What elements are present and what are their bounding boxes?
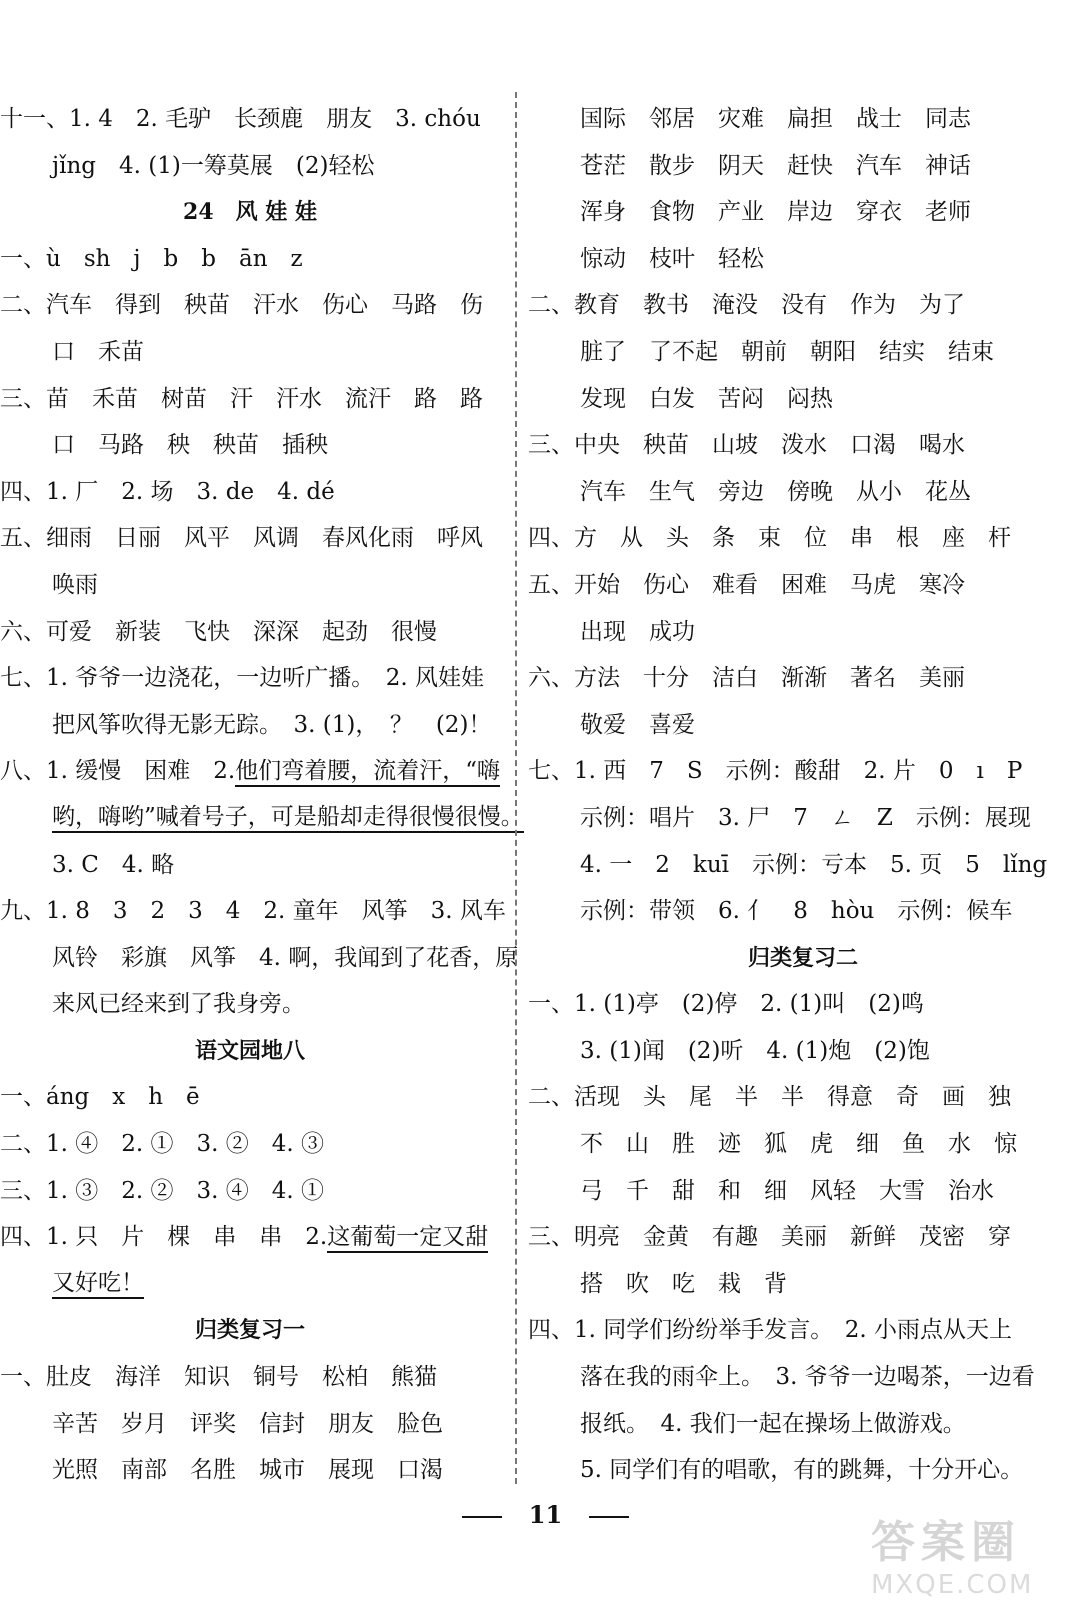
- line-text: 二、活现 头 尾 半 半 得意 奇 画 独: [528, 1084, 1011, 1111]
- line-text: 二、1. ④ 2. ① 3. ② 4. ③: [0, 1131, 325, 1158]
- line-text: 出现 成功: [580, 618, 695, 645]
- line-text: 3. C 4. 略: [52, 851, 175, 878]
- answer-line: [528, 515, 1078, 562]
- section-heading: [0, 189, 500, 236]
- footer-dash-right: [589, 1516, 629, 1518]
- line-text: 二、汽车 得到 秧苗 汗水 伤心 马路 伤: [0, 292, 483, 319]
- footer-dash-left: [462, 1516, 502, 1518]
- answer-line: [528, 888, 1078, 935]
- answer-line: [528, 748, 1078, 795]
- line-text: 光照 南部 名胜 城市 展现 口渴: [52, 1457, 443, 1484]
- answer-line: [0, 422, 500, 469]
- answer-line: [528, 1447, 1078, 1494]
- answer-line: [0, 96, 500, 143]
- line-text: 不 山 胜 迹 狐 虎 细 鱼 水 惊: [580, 1131, 1017, 1158]
- answer-line: [528, 609, 1078, 656]
- answer-line: [0, 888, 506, 935]
- answer-line: [0, 1074, 500, 1121]
- line-text: 三、苗 禾苗 树苗 汗 汗水 流汗 路 路: [0, 385, 483, 412]
- answer-line: [528, 795, 1078, 842]
- answer-line: [528, 236, 1078, 283]
- underlined-answer: 这葡萄一定又甜: [327, 1223, 488, 1253]
- answer-line: [0, 1354, 500, 1401]
- line-text: 5. 同学们有的唱歌，有的跳舞，十分开心。: [580, 1457, 1024, 1484]
- line-text: 口 马路 秧 秧苗 插秧: [52, 432, 328, 459]
- answer-line: [0, 282, 500, 329]
- answer-line: [528, 562, 1078, 609]
- answer-line: [528, 422, 1078, 469]
- column-divider: [515, 92, 517, 1484]
- answer-line: [0, 842, 500, 889]
- line-text: 六、可爱 新装 飞快 深深 起劲 很慢: [0, 618, 437, 645]
- answer-line: [0, 376, 500, 423]
- watermark-title: 答案圈: [871, 1517, 1021, 1568]
- line-text: 报纸。 4. 我们一起在操场上做游戏。: [580, 1410, 966, 1437]
- answer-line: [0, 236, 500, 283]
- answer-line: [528, 282, 1078, 329]
- line-text: 浑身 食物 产业 岸边 穿衣 老师: [580, 199, 971, 226]
- line-text: 示例：唱片 3. 尸 7 ㄥ Z 示例：展现: [580, 804, 1031, 831]
- section-heading: [0, 1307, 500, 1354]
- answer-line: [0, 1121, 500, 1168]
- answer-line: [0, 329, 500, 376]
- line-text: 七、1. 西 7 S 示例：酸甜 2. 片 0 ı P: [528, 758, 1023, 785]
- answer-line: [528, 842, 1078, 889]
- line-text: 一、1. (1)亭 (2)停 2. (1)叫 (2)鸣: [528, 991, 924, 1018]
- answer-line: [528, 1354, 1078, 1401]
- right-column: [528, 96, 1078, 1494]
- answer-line: [528, 376, 1078, 423]
- line-text: 弓 千 甜 和 细 风轻 大雪 治水: [580, 1177, 994, 1204]
- line-text: 落在我的雨伞上。 3. 爷爷一边喝茶，一边看: [580, 1364, 1035, 1391]
- line-text: 六、方法 十分 洁白 渐渐 著名 美丽: [528, 665, 965, 692]
- line-text: 三、1. ③ 2. ② 3. ④ 4. ①: [0, 1177, 325, 1204]
- line-text: 九、1. 8 3 2 3 4 2. 童年 风筝 3. 风车: [0, 898, 506, 925]
- line-text: 四、1. 同学们纷纷举手发言。 2. 小雨点从天上: [528, 1317, 1013, 1344]
- line-text: 五、开始 伤心 难看 困难 马虎 寒冷: [528, 571, 965, 598]
- line-text: 国际 邻居 灾难 扁担 战士 同志: [580, 106, 971, 132]
- line-text: 三、中央 秧苗 山坡 泼水 口渴 喝水: [528, 432, 965, 459]
- answer-line: [528, 1168, 1078, 1215]
- answer-line: [528, 143, 1078, 190]
- answer-line: [0, 655, 500, 702]
- line-text: 三、明亮 金黄 有趣 美丽 新鲜 茂密 穿: [528, 1224, 1011, 1251]
- answer-line: [0, 981, 500, 1028]
- answer-line: [528, 981, 1078, 1028]
- answer-line: [0, 562, 500, 609]
- answer-line: [0, 143, 500, 190]
- answer-line: [528, 1074, 1078, 1121]
- line-text: 示例：带领 6. 亻 8 hòu 示例：候车: [580, 898, 1013, 925]
- answer-line: [0, 1447, 500, 1494]
- line-text: 语文园地八: [194, 1037, 305, 1064]
- line-text: jǐng 4. (1)一筹莫展 (2)轻松: [52, 152, 375, 179]
- line-text: 七、1. 爷爷一边浇花，一边听广播。 2. 风娃娃: [0, 665, 485, 692]
- watermark-url: MXQE.COM: [871, 1570, 1034, 1600]
- answer-line: [0, 702, 500, 749]
- line-text: 4. 一 2 kuī 示例：亏本 5. 页 5 lǐng: [580, 851, 1048, 878]
- answer-line: [0, 795, 524, 842]
- left-column: [0, 96, 524, 1494]
- answer-line: [528, 189, 1078, 236]
- line-text: 脏了 了不起 朝前 朝阳 结实 结束: [580, 338, 994, 365]
- answer-line: [528, 469, 1078, 516]
- section-heading: [528, 935, 1078, 982]
- answer-line: [528, 1028, 1078, 1075]
- line-text: 一、肚皮 海洋 知识 铜号 松柏 熊猫: [0, 1364, 437, 1391]
- answer-line: [528, 1307, 1078, 1354]
- underlined-answer: 哟，嗨哟”喊着号子，可是船却走得很慢很慢。: [52, 803, 524, 833]
- answer-line: [528, 1121, 1078, 1168]
- line-text: 一、ù sh j b b ān z: [0, 245, 303, 272]
- line-text: 五、细雨 日丽 风平 风调 春风化雨 呼风: [0, 525, 483, 552]
- line-text: 八、1. 缓慢 困难 2.: [0, 758, 236, 785]
- answer-line: [0, 469, 500, 516]
- answer-line: [0, 515, 500, 562]
- line-text: 四、1. 只 片 棵 串 串 2.: [0, 1224, 328, 1251]
- line-text: 归类复习一: [194, 1317, 305, 1344]
- answer-line: [0, 935, 519, 982]
- underlined-answer: 他们弯着腰，流着汗，“嗨: [235, 757, 500, 787]
- answer-line: [528, 1261, 1078, 1308]
- answer-line: [0, 609, 500, 656]
- line-text: 十一、1. 4 2. 毛驴 长颈鹿 朋友 3. chóu: [0, 106, 481, 132]
- line-text: 惊动 枝叶 轻松: [580, 245, 764, 272]
- underlined-answer: 又好吃！: [52, 1269, 144, 1299]
- line-text: 把风筝吹得无影无踪。 3. (1)， ？ (2)！: [52, 711, 492, 738]
- line-text: 辛苦 岁月 评奖 信封 朋友 脸色: [52, 1410, 443, 1437]
- answer-line: [528, 329, 1078, 376]
- line-text: 风铃 彩旗 风筝 4. 啊，我闻到了花香，原: [52, 944, 519, 971]
- line-text: 口 禾苗: [52, 338, 144, 365]
- line-text: 二、教育 教书 淹没 没有 作为 为了: [528, 292, 965, 319]
- answer-line: [0, 748, 500, 795]
- line-text: 搭 吹 吃 栽 背: [580, 1270, 787, 1297]
- answer-line: [528, 96, 1078, 143]
- watermark-logo: [871, 1506, 1071, 1600]
- page-number: 11: [528, 1500, 563, 1529]
- answer-line: [528, 702, 1078, 749]
- answer-line: [0, 1401, 500, 1448]
- answer-line: [0, 1214, 500, 1261]
- answer-line: [0, 1261, 500, 1308]
- answer-line: [528, 1214, 1078, 1261]
- answer-line: [528, 1401, 1078, 1448]
- line-text: 来风已经来到了我身旁。: [52, 991, 305, 1018]
- line-text: 敬爱 喜爱: [580, 711, 695, 738]
- line-text: 一、áng x h ē: [0, 1084, 200, 1111]
- line-text: 24 风 娃 娃: [183, 199, 317, 226]
- answer-line: [0, 1168, 500, 1215]
- answer-line: [528, 655, 1078, 702]
- line-text: 四、方 从 头 条 束 位 串 根 座 杆: [528, 525, 1011, 552]
- section-heading: [0, 1028, 500, 1075]
- line-text: 四、1. 厂 2. 场 3. de 4. dé: [0, 478, 335, 505]
- line-text: 发现 白发 苦闷 闷热: [580, 385, 833, 412]
- line-text: 苍茫 散步 阴天 赶快 汽车 神话: [580, 152, 971, 179]
- line-text: 归类复习二: [747, 944, 858, 971]
- line-text: 唤雨: [52, 571, 98, 598]
- line-text: 3. (1)闻 (2)听 4. (1)炮 (2)饱: [580, 1037, 930, 1064]
- line-text: 汽车 生气 旁边 傍晚 从小 花丛: [580, 478, 971, 505]
